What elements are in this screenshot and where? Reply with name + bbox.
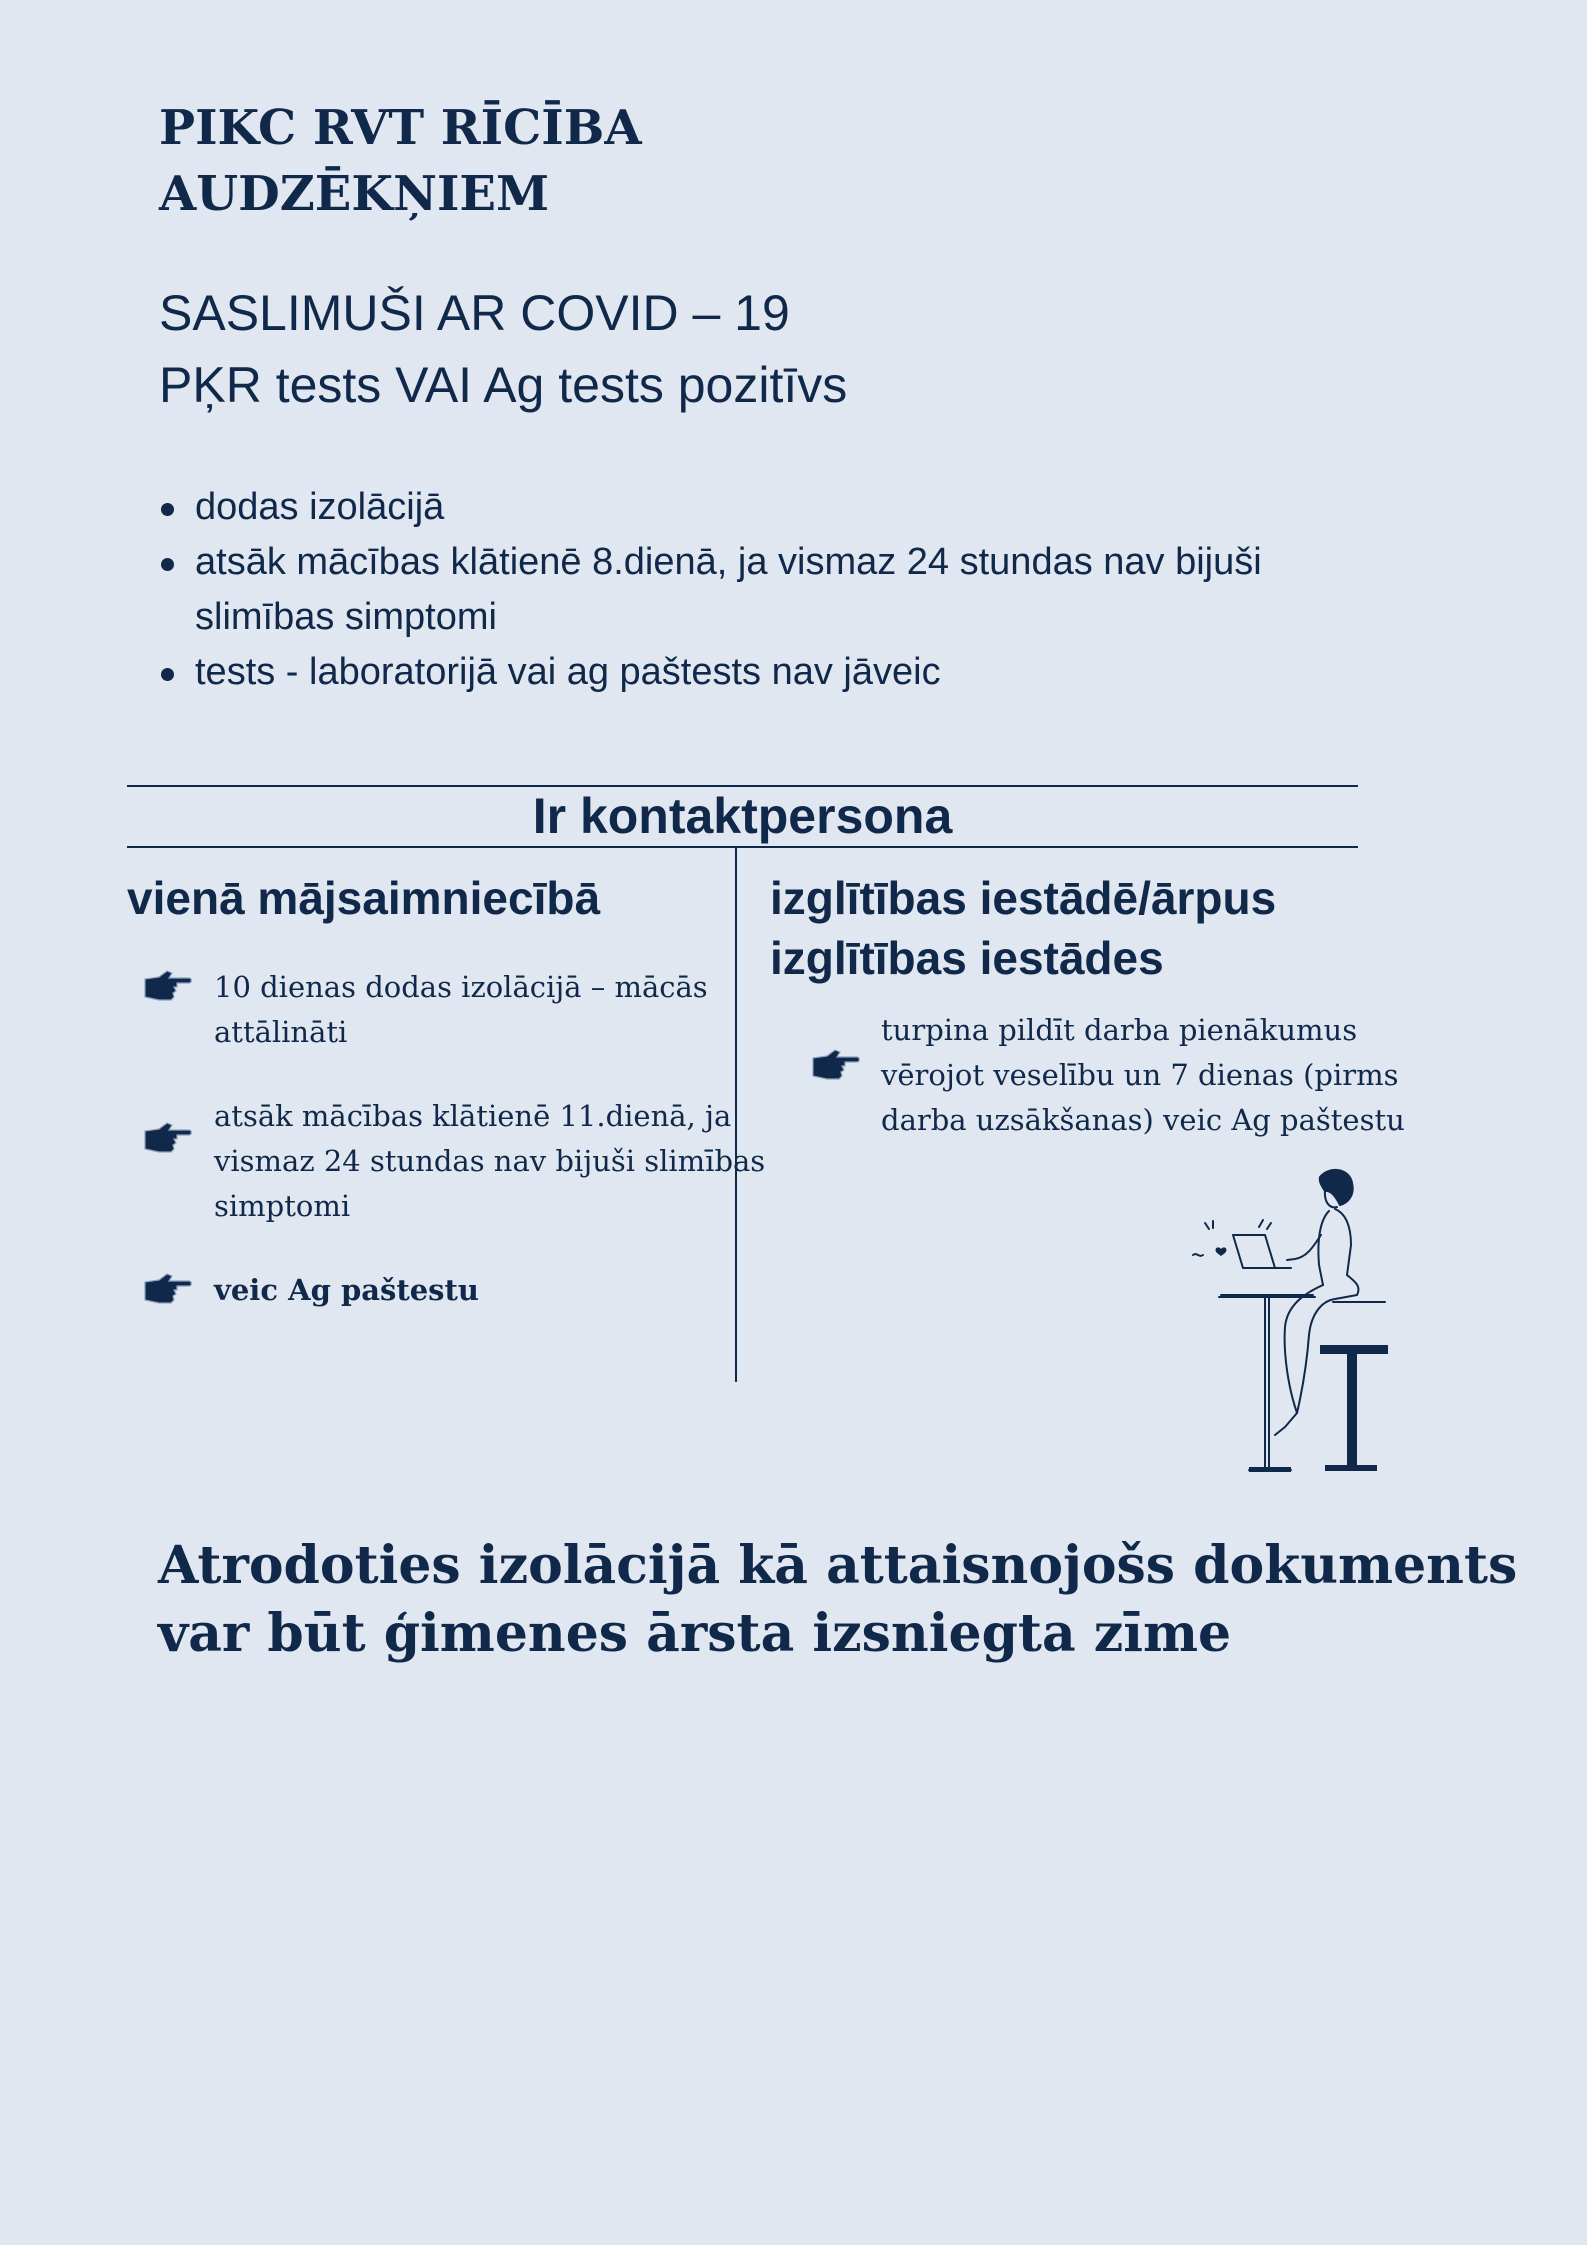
household-column-heading [127, 868, 600, 928]
pointing-hand-icon [142, 969, 192, 1003]
column-heading-line: vienā mājsaimniecībā [127, 872, 601, 924]
school-item [881, 1008, 1405, 1143]
infected-subtitle [159, 277, 847, 421]
list-item [159, 645, 1339, 700]
person-at-laptop-illustration [1185, 1165, 1395, 1485]
footer-note-line: var būt ģimenes ārsta izsniegta zīme [158, 1603, 1232, 1664]
column-heading-line: izglītības iestādē/ārpus [770, 872, 1277, 924]
school-item-line: vērojot veselību un 7 dienas (pirms [881, 1058, 1399, 1092]
list-item [159, 480, 1339, 535]
page-title-line: AUDZĒKŅIEM [159, 166, 550, 222]
household-item [214, 1094, 765, 1229]
list-item-text: dodas izolācijā [195, 486, 445, 528]
household-item [214, 1268, 479, 1313]
contact-section-heading: Ir kontaktpersona [532, 788, 953, 844]
household-item [214, 965, 708, 1055]
pointing-hand-icon [142, 1121, 192, 1155]
household-item-line: 10 dienas dodas izolācijā – mācās [214, 970, 708, 1004]
school-item-line: turpina pildīt darba pienākumus [881, 1013, 1358, 1047]
subtitle-line: SASLIMUŠI AR COVID – 19 [159, 285, 790, 341]
page-title [159, 95, 642, 227]
divider [127, 846, 1358, 848]
list-item-text: slimības simptomi [195, 596, 497, 638]
list-item [159, 535, 1339, 645]
list-item-text: atsāk mācības klātienē 8.dienā, ja vismaz 24 stundas nav bijuši [195, 541, 1262, 583]
column-heading-line: izglītības iestādes [770, 932, 1164, 984]
list-item-text: tests - laboratorijā vai ag paštests nav jāveic [195, 651, 941, 693]
household-item-line: vismaz 24 stundas nav bijuši slimības [214, 1144, 766, 1178]
subtitle-line: PĶR tests VAI Ag tests pozitīvs [159, 357, 848, 413]
pointing-hand-icon [142, 1272, 192, 1306]
household-item-line: simptomi [214, 1189, 351, 1223]
school-column-heading [770, 868, 1276, 988]
household-item-line: atsāk mācības klātienē 11.dienā, ja [214, 1099, 732, 1133]
school-item-line: darba uzsākšanas) veic Ag paštestu [881, 1103, 1405, 1137]
household-item-line: veic Ag paštestu [214, 1273, 479, 1307]
page-title-line: PIKC RVT RĪCĪBA [159, 100, 642, 156]
footer-note-line: Atrodoties izolācijā kā attaisnojošs dokuments [158, 1535, 1518, 1596]
pointing-hand-icon [810, 1048, 860, 1082]
infected-actions-list [159, 480, 1339, 700]
footer-note [158, 1532, 1517, 1668]
household-item-line: attālināti [214, 1015, 348, 1049]
